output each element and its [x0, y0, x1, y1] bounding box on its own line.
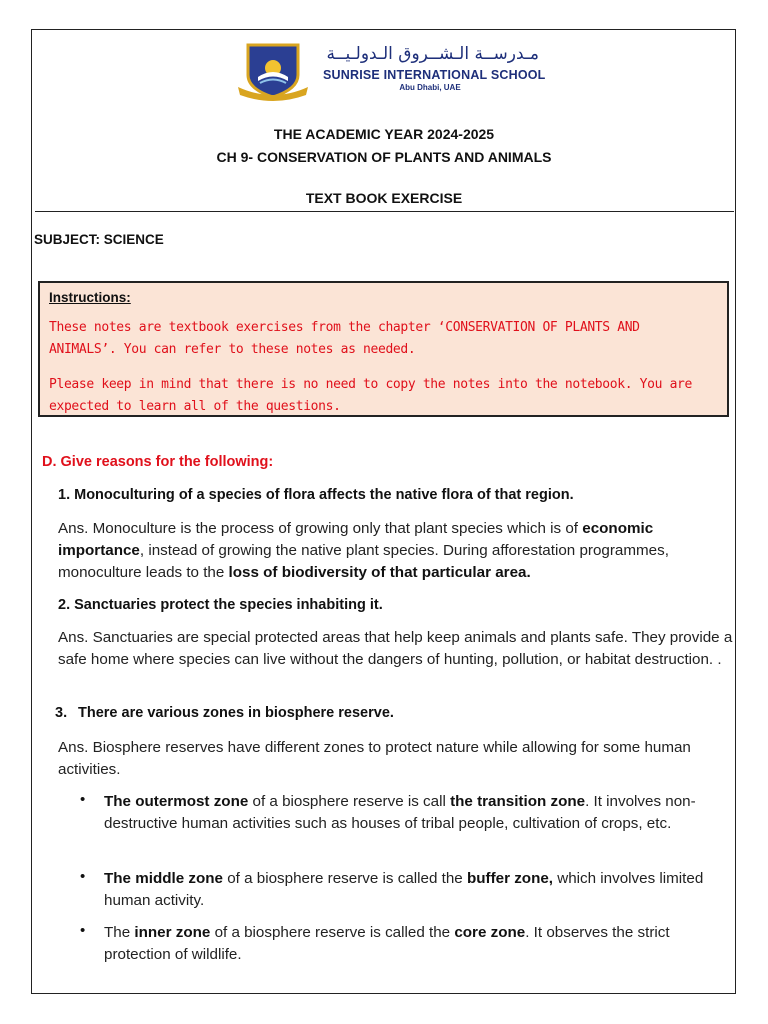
question-3-number: 3.	[55, 705, 68, 721]
school-crest-logo	[236, 41, 310, 101]
school-name-english: SUNRISE INTERNATIONAL SCHOOL	[323, 68, 546, 82]
page-border	[31, 29, 736, 994]
exercise-heading: TEXT BOOK EXERCISE	[305, 190, 463, 206]
header-divider	[35, 211, 734, 212]
bullet-marker: •	[80, 791, 86, 808]
answer-3: Ans. Biosphere reserves have different zones to protect nature while allowing for some human activities.	[58, 739, 691, 778]
subject-label: SUBJECT: SCIENCE	[34, 232, 164, 247]
instructions-paragraph-2: Please keep in mind that there is no need to copy the notes into the notebook. You are expected to learn all of the questions.	[49, 377, 692, 414]
school-name-arabic: مـدرســة الـشــروق الـدولـيــة	[326, 44, 539, 64]
question-1: 1. Monoculturing of a species of flora affects the native flora of that region.	[58, 487, 574, 503]
bullet-item-transition-zone: The outermost zone of a biosphere reserve is call the transition zone. It involves non-destructive human activities such as houses of tribal people, cultivation of crops, etc.	[104, 793, 696, 832]
section-title: D. Give reasons for the following:	[42, 454, 274, 470]
instructions-title: Instructions:	[49, 290, 131, 305]
school-location: Abu Dhabi, UAE	[399, 83, 461, 92]
bullet-marker: •	[80, 868, 86, 885]
instructions-box	[38, 281, 729, 417]
question-2: 2. Sanctuaries protect the species inhabiting it.	[58, 597, 383, 613]
bullet-item-core-zone: The inner zone of a biosphere reserve is called the core zone. It observes the strict protection of wildlife.	[104, 924, 670, 963]
question-3: There are various zones in biosphere reserve.	[78, 705, 394, 721]
bullet-marker: •	[80, 922, 86, 939]
bullet-item-buffer-zone: The middle zone of a biosphere reserve is called the buffer zone, which involves limited human activity.	[104, 870, 704, 909]
answer-1: Ans. Monoculture is the process of growing only that plant species which is of economic importance, instead of growing the native plant species. During afforestation programmes, monoculture leads to the loss of biodiversity of that particular area.	[58, 520, 669, 581]
answer-2: Ans. Sanctuaries are special protected areas that help keep animals and plants safe. They provide a safe home where species can live without the dangers of hunting, pollution, or habitat destruction. .	[58, 629, 733, 668]
chapter-heading: CH 9- CONSERVATION OF PLANTS AND ANIMALS	[216, 149, 552, 165]
academic-year-heading: THE ACADEMIC YEAR 2024-2025	[273, 126, 495, 142]
instructions-paragraph-1: These notes are textbook exercises from the chapter ‘CONSERVATION OF PLANTS AND ANIMALS’. You can refer to these notes as needed.	[49, 320, 640, 357]
